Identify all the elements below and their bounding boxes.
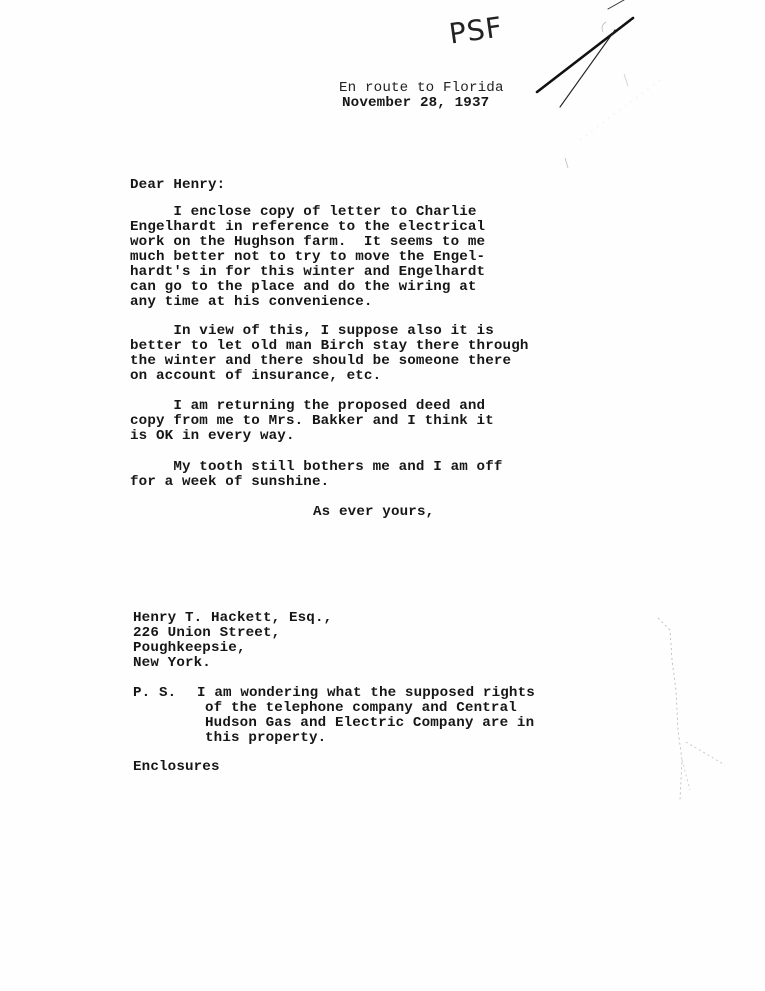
body-line: is OK in every way.: [130, 428, 295, 444]
body-line: hardt's in for this winter and Engelhardt: [130, 264, 486, 280]
handwritten-psf-mark: PSF: [446, 10, 505, 51]
postscript-line: this property.: [205, 730, 327, 746]
body-line: My tooth still bothers me and I am off: [130, 459, 503, 475]
body-line: much better not to try to move the Engel-: [130, 249, 486, 265]
faint-margin-marks: [600, 600, 765, 800]
body-line: copy from me to Mrs. Bakker and I think it: [130, 413, 494, 429]
postscript-line: of the telephone company and Central: [205, 700, 517, 716]
body-line: better to let old man Birch stay there through: [130, 338, 529, 354]
postscript-line: Hudson Gas and Electric Company are in: [205, 715, 535, 731]
body-line: for a week of sunshine.: [130, 474, 330, 490]
date-line: November 28, 1937: [342, 95, 490, 111]
enclosures-note: Enclosures: [133, 759, 220, 775]
postscript-line: I am wondering what the supposed rights: [197, 685, 535, 701]
body-line: In view of this, I suppose also it is: [130, 323, 494, 339]
address-line: Poughkeepsie,: [133, 640, 246, 656]
body-line: I enclose copy of letter to Charlie: [130, 204, 477, 220]
pen-stroke-marks: [520, 0, 765, 180]
postscript-label: P. S.: [133, 685, 177, 701]
body-line: can go to the place and do the wiring at: [130, 279, 477, 295]
body-line: the winter and there should be someone there: [130, 353, 512, 369]
address-line: Henry T. Hackett, Esq.,: [133, 610, 333, 626]
closing: As ever yours,: [313, 504, 435, 520]
address-line: 226 Union Street,: [133, 625, 281, 641]
body-line: work on the Hughson farm. It seems to me: [130, 234, 486, 250]
location-line: En route to Florida: [339, 80, 504, 96]
body-line: I am returning the proposed deed and: [130, 398, 486, 414]
body-line: any time at his convenience.: [130, 294, 373, 310]
body-line: on account of insurance, etc.: [130, 368, 382, 384]
salutation: Dear Henry:: [130, 177, 226, 193]
address-line: New York.: [133, 655, 211, 671]
body-line: Engelhardt in reference to the electrical: [130, 219, 486, 235]
